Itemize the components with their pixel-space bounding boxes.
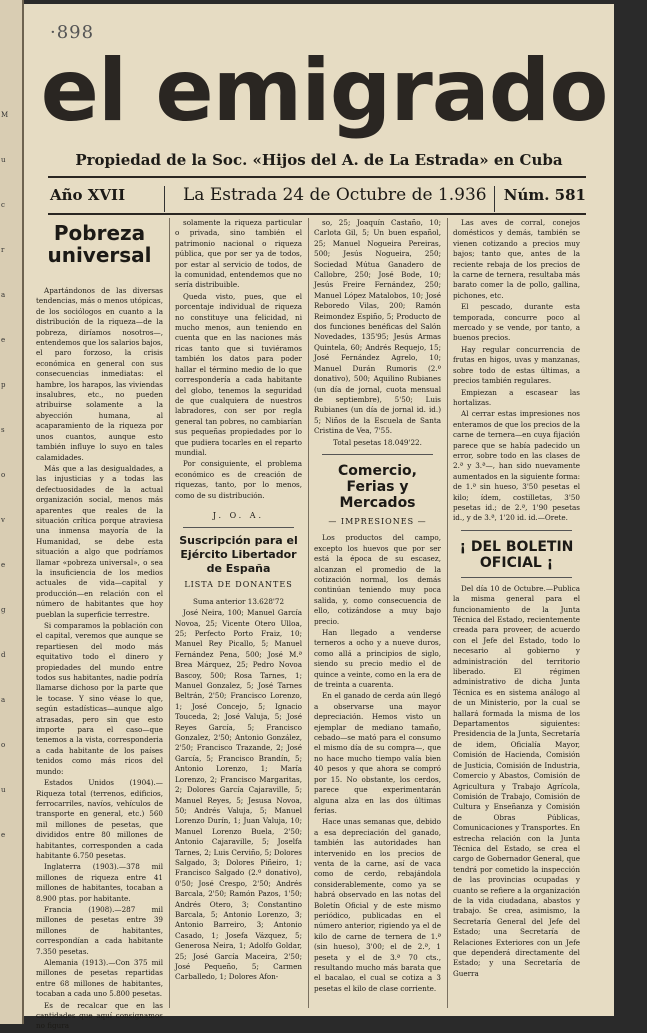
adjacent-page-text [0, 110, 22, 841]
adjacent-page-edge [0, 0, 24, 1024]
column-4 [453, 218, 580, 980]
paragraph: Empiezan a escasear las hortalizas. [453, 387, 580, 407]
previous-sum: Suma anterior 13.628'72 [192, 596, 285, 606]
adjacent-page-char: a [1, 291, 6, 299]
paragraph: Inglaterra (1903).—378 mil millones de riqueza entre 41 millones de habitantes, tocaban a 8.900 ptas. por habitante. [36, 862, 163, 903]
page-number: ·898 [50, 22, 95, 43]
paragraph: Estados Unidos (1904).—Riqueza total (terrenos, edificios, ferrocarriles, navíos, vehículos de transporte en general, etc.) 560 mil millones de pesetas, que divididos entre 80 millones de habitantes, corresponden a cada habitante 6.750 pesetas. [36, 778, 163, 860]
divider [494, 186, 495, 212]
paragraph: Francia (1908).—287 mil millones de pesetas entre 39 millones de habitantes, correspondían a cada habitante 7.350 pesetas. [36, 904, 163, 956]
paragraph: El pescado, durante esta temporada, concurre poco al mercado y se vende, por tanto, a buenos precios. [453, 302, 580, 343]
paragraph: Por consiguiente, el problema económico es de creación de riquezas, tanto, por lo menos, como de su distribución. [175, 459, 302, 500]
paragraph: Alemania (1913).—Con 375 mil millones de pesetas repartidas entre 68 millones de habitantes, tocaban a cada uno 5.800 pesetas. [36, 958, 163, 999]
issue-number: Núm. 581 [503, 186, 586, 204]
divider [183, 527, 294, 528]
paragraph: Han llegado a venderse terneros a ocho y a nueve duros, como allá a principios de siglo, siendo su precio medio el de quince a veinte, como en la era de de treinta a cuarenta. [314, 628, 441, 690]
date-label: La Estrada 24 de Octubre de 1.936 [183, 185, 487, 205]
column-divider [169, 218, 170, 1008]
donors-list: José Neira, 100; Manuel García Novoa, 25; Vicente Otero Ulloa, 25; Perfecto Porto Fraiz, 10; Manuel Rey Picallo, 5; Manuel Fernández Pena, 500; José M.ª Brea Márquez, 25; Pedro Novoa Bascoy, 500; Rosa Tarnes, 1; Manuel Gonzalez, 5; José Tarnes Beltrán, 2'50; Francisco Lorenzo, 1; José Concejo, 5; Ignacio Touceda, 2; José Valuja, 5; José Reyes García, 5; Francisco Gonzalez, 2'50; Antonio González, 2'50; Francisco Trazande, 2; José García, 5; Francisco Brandín, 5; Antonio Lorenzo, 1; María Lorenzo, 2; Francisco Margaritas, 2; Dolores García Cajaraville, 5; Manuel Reyes, 5; Jesusa Novoa, 50; Andrés Valuja, 5; Manuel Lorenzo Durín, 1; Juan Valuja, 10; Manuel Lorenzo Buela, 2'50; Antonio Cajaraville, 5; Joselfa Tarnes, 2; Luis Cerviño, 5; Dolores Salgado, 3; Dolores Piñeiro, 1; Francisco Salgado (2.º donativo), 0'50; José Crespo, 2'50; Andrés Barcala, 2'50; Ramón Pazos, 1'50; Andrés Otero, 3; Constantino Barcala, 5; Antonio Lorenzo, 3; Antonio Barreiro, 3; Antonio Casado, 1; Josefa Vázquez, 5; Generosa Neira, 1; Adolfo Goldar, 25; José García Maceira, 2'50; José Pequeño, 5; Carmen Carballedo, 1; Dolores Afon- [175, 608, 302, 982]
adjacent-page-char: v [1, 516, 5, 524]
section-title: ¡ DEL BOLETIN OFICIAL ¡ [459, 538, 574, 571]
column-2 [175, 218, 302, 984]
paragraph: Hace unas semanas que, debido a esa depreciación del ganado, también las autoridades han intervenido en los precios de venta de la carne, así de vaca como de cerdo, rebajándola considerablemente, como ya se habrá observado en las notas del Boletín Oficial y de este mismo periódico, publicadas en el número anterior, rigiendo ya el de kilo de carne de ternera de 1.ª (sin hueso), 3'00; el de 2.ª, 1 peseta y el de 3.ª 70 cts., resultando mucho más barata que el bacalao, el cual se cotiza a 3 pesetas el kilo de clase corriente. [314, 817, 441, 993]
adjacent-page-char: a [1, 696, 6, 704]
paragraph: Al cerrar estas impresiones nos enteramos de que los precios de la carne de ternera—en cuya fijación parece que se había padecido un error, sobre todo en las clases de 2.ª y 3.ª—, han sido nuevamente aumentados en la siguiente forma: de 1.ª sin hueso, 3'50 pesetas el kilo; ídem, costilletas, 3'50 pesetas id.; de 2.ª, 1'90 pesetas id., y de 3.ª, 1'20 id. id.—Orete. [453, 409, 581, 523]
paragraph: Los productos del campo, excepto los huevos que por ser está la época de su escasez, alcanzan el promedio de la cotización normal, los demás continúan teniendo muy poca salida, y, como consecuencia de ello, cotizándose a muy bajo precio. [314, 533, 441, 626]
masthead-title: el emigrado [40, 41, 608, 141]
adjacent-page-char: u [1, 786, 6, 794]
divider [461, 577, 572, 578]
section-title: Comercio, Ferias y Mercados [338, 462, 417, 511]
section-subtitle: LISTA DE DONANTES [184, 580, 293, 590]
article-title: Pobreza universal [47, 221, 152, 267]
divider [164, 186, 165, 212]
paragraph: Hay regular concurrencia de frutas en higos, uvas y manzanas, sobre todo de estas últimas, a precios también regulares. [453, 344, 580, 386]
newspaper-page [24, 4, 614, 1031]
adjacent-page-char: s [1, 426, 5, 434]
signature: J. O. A. [212, 510, 265, 520]
paragraph: Apartándonos de las diversas tendencias, más o menos utópicas, de los sociólogos en cuanto a la distribución de la riqueza—de la pobreza, diríamos nosotros—, entendemos que los salarios bajos, el paro forzoso, la crisis económica en general con sus consecuencias inmediatas: el hambre, los harapos, las viviendas insalubres, etc., no pueden atribuirse solamente a la abyección humana, al acaparamiento de la riqueza por unos cuantos, aunque esto también influye lo suyo en tales calamidades. [36, 286, 163, 462]
adjacent-page-char: e [1, 831, 6, 839]
adjacent-page-char: d [1, 651, 6, 659]
adjacent-page-char: M [1, 111, 9, 119]
column-divider [308, 218, 309, 1008]
adjacent-page-char: e [1, 336, 6, 344]
column-1 [36, 218, 163, 1033]
paragraph: Más que a las desigualdades, a las injusticias y a todas las defectuosidades de la actual organización social, menos más aparentes que reales de la situación crítica porque atraviesa una inmensa mayoría de la Humanidad, se debe esta situación a algo que podríamos llamar «pobreza universal», o sea la insuficiencia de los medios actuales de vida—capital y producción—en relación con el número de habitantes que hoy pueblan la superficie terrestre. [36, 463, 163, 619]
adjacent-page-char: c [1, 201, 5, 209]
adjacent-page-char: u [1, 156, 6, 164]
column-divider [447, 218, 448, 1008]
year-label: Año XVII [50, 186, 126, 204]
adjacent-page-char: o [1, 471, 6, 479]
section-title: Suscripción para el Ejército Libertador de España [179, 534, 298, 576]
section-subtitle: — IMPRESIONES — [328, 516, 427, 526]
divider [461, 530, 572, 531]
adjacent-page-char: p [1, 381, 6, 389]
adjacent-page-char: e [1, 561, 6, 569]
paragraph: solamente la riqueza particular o privada, sino también el patrimonio nacional o riqueza pública, que por ser ya de todos, por estar al servicio de todos, de la comunidad, entendemos que no sería distribuible. [175, 218, 302, 290]
divider [322, 454, 433, 455]
paragraph: En el ganado de cerda aún llegó a observarse una mayor depreciación. Hemos visto un ejemplar de mediano tamaño, cebado—se mató para el consumo el mismo día de su compra—, que no hace mucho tiempo valía bien 40 pesos y que ahora se compró por 15. No obstante, los cerdos, parece que experimentarán alguna alza en las dos últimas ferias. [314, 691, 441, 815]
divider [48, 213, 586, 215]
donors-list-continued: so, 25; Joaquín Castaño, 10; Carlota Gil, 5; Un buen español, 25; Manuel Nogueira Pereiras, 500; Jesús Nogueira, 250; Sociedad Mútua Ganadero de Callobre, 250; José Bode, 10; Jesús Freire Fernández, 250; Manuel López Matalobos, 10; José Reboredo Vilas, 200; Ramón Reimondez Espiño, 5; Producto de dos funciones benéficas del Salón Novedades, 135'95; Jesús Armas Quintela, 60; Andrés Requejo, 15; José Fernández Agrelo, 10; Manuel Durán Rumoris (2.º donativo), 500; Aquilino Rubianes (un día de jornal, cuota mensual de septiembre), 5'50; Luis Rubianes (un día de jornal id. id.) 5; Niños de la Escuela de Santa Cristina de Vea, 7'55. [314, 218, 441, 436]
paragraph: Si comparamos la población con el capital, veremos que aunque se repartiesen del modo más equitativo todo el dinero y propiedades del mundo entre todos sus habitantes, nadie podría llamarse dichoso por la parte que le tocase. Y sino véase lo que, según estadísticas—aunque algo atrasadas, pero sin que esto importe para el caso—que tenemos a la vista, corresponderia a cada habitante de los países tenidos como más ricos del mundo: [36, 621, 163, 776]
adjacent-page-char: g [1, 606, 6, 614]
paragraph: Las aves de corral, conejos domésticos y demás, también se vienen cotizando a precios muy bajos; tanto que, antes de la reciente rebaja de los precios de la carne de ternera, resultaba más barato comer la de pollo, gallina, pichones, etc. [453, 218, 580, 300]
donors-total: Total pesetas 18.049'22. [333, 437, 422, 447]
dateline [50, 184, 586, 212]
column-3 [314, 218, 441, 995]
paragraph: Queda visto, pues, que el porcentaje individual de riqueza no constituye una felicidad, ni mucho menos, aun teniendo en cuenta que en las naciones más ricas tanto que si tuviéramos también los datos para poder hallar el término medio de lo que correspondería a cada habitante del globo, tenemos la seguridad de que cualquiera de nuestros labradores, con ser por regla general tan pobres, no cambiarían sus pequeñas propiedades por lo que pudiera tocarles en el reparto mundial. [175, 291, 302, 457]
divider [48, 176, 586, 178]
paragraph: Del día 10 de Octubre.—Publica la misma general para el funcionamiento de la Junta Técnica del Estado, recientemente creada para proveer, de acuerdo con el Jefe del Estado, todo lo necesario al gobierno y administración del territorio liberado. El régimen administrativo de dicha Junta Técnica es en sistema análogo al de un Ministerio, por la cual se hallará formada la misma de los Departamentos siguientes: Presidencia de la Junta, Secretaría de idem, Oficialía Mayor, Comisión de Hacienda, Comisión de Justicia, Comisión de Industria, Comercio y Abastos, Comisión de Agricultura y Trabajo Agrícola, Comisión de Trabajo, Comisión de Cultura y Enseñanza y Comisión de Obras Públicas, Comunicaciones y Transportes. En estrecha relación con la Junta Técnica del Estado, se crea el cargo de Gobernador General, que tendrá por cometido la inspección de las provincias ocupadas y cuanto se refiere a la organización de la vida ciudadana, abastos y trabajo. Se crea, asimismo, la Secretaría General del Jefe del Estado; una Secretaría de Relaciones Exteriores con un Jefe que dependerá directamente del Estado; y una Secretaría de Guerra [453, 583, 580, 978]
masthead-subtitle: Propiedad de la Soc. «Hijos del A. de La Estrada» en Cuba [75, 151, 563, 169]
paragraph: Es de recalcar que en las cantidades que aquí consignamos no figura [36, 1000, 163, 1031]
adjacent-page-char: r [1, 246, 5, 254]
adjacent-page-char: o [1, 741, 6, 749]
